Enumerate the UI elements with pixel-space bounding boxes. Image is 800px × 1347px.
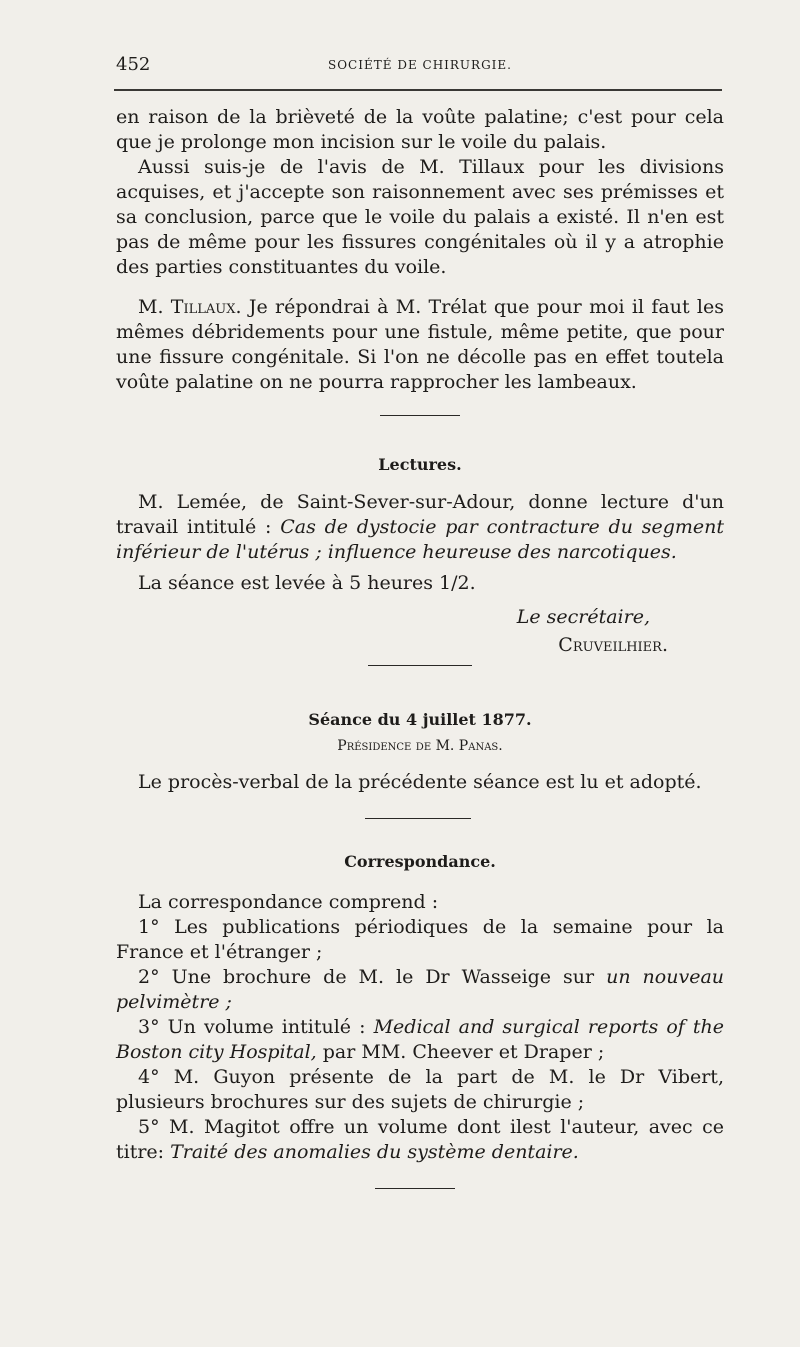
speaker-text: Je répondrai à M. Trélat que pour moi il faut les mêmes débridements pour une fistule, même petite, que pour une fissure congénitale. Si l'on ne décolle pas en effet toutela voûte palatine on ne pourra rapprocher les lambeaux.: [116, 296, 724, 393]
section-divider: [375, 1188, 455, 1189]
section-divider: [368, 665, 472, 666]
correspondance-list: [116, 890, 724, 1165]
list-intro: La correspondance comprend :: [138, 891, 439, 913]
paragraph-proces-verbal: Le procès-verbal de la précédente séance est lu et adopté.: [138, 771, 702, 793]
seance-levee: La séance est levée à 5 heures 1/2.: [138, 572, 476, 594]
lecture-title: Cas de dystocie par contracture du segment inférieur de l'utérus ; influence heureuse des narcotiques.: [116, 516, 724, 563]
paragraph-line: Aussi suis-je de l'avis de M. Tillaux pour les divisions acquises, et j'accepte son raisonnement avec ses prémisses et sa conclusion, parce que le voile du palais a existé. Il n'en est pas de même pour les fissures congénitales où il y a atrophie des parties constituantes du voile.: [116, 156, 724, 278]
list-item: 1° Les publications périodiques de la semaine pour la France et l'étranger ;: [116, 916, 724, 963]
list-item: 3° Un volume intitulé : Medical and surgical reports of the Boston city Hospital, par MM. Cheever et Draper ;: [116, 1016, 724, 1063]
paragraph-trelat-continued: [116, 105, 724, 280]
signature-name: Cruveilhier.: [558, 634, 668, 656]
running-title: SOCIÉTÉ DE CHIRURGIE.: [328, 58, 512, 72]
list-item: 4° M. Guyon présente de la part de M. le Dr Vibert, plusieurs brochures sur des sujets de chirurgie ;: [116, 1066, 724, 1113]
paragraph-lectures: [116, 490, 724, 596]
heading-lectures: Lectures.: [378, 455, 462, 474]
page-header: [116, 54, 724, 78]
section-divider: [380, 415, 460, 416]
heading-seance: Séance du 4 juillet 1877.: [308, 710, 532, 729]
section-divider: [365, 818, 471, 819]
paragraph-line: en raison de la brièveté de la voûte palatine; c'est pour cela que je prolonge mon incision sur le voile du palais.: [116, 106, 724, 153]
signature-role: Le secrétaire,: [516, 606, 650, 628]
presidence: Présidence de M. Panas.: [337, 738, 503, 754]
list-item: 2° Une brochure de M. le Dr Wasseige sur un nouveau pelvimètre ;: [116, 966, 725, 1013]
heading-correspondance: Correspondance.: [344, 852, 496, 871]
header-rule: [114, 89, 722, 91]
paragraph-tillaux: [116, 295, 724, 395]
speaker-name: M. Tillaux.: [138, 296, 242, 318]
list-item: 5° M. Magitot offre un volume dont ilest l'auteur, avec ce titre: Traité des anomalies du système dentaire.: [116, 1116, 724, 1163]
page-number: 452: [116, 54, 151, 75]
lecture-intro: M. Lemée, de Saint-Sever-sur-Adour, donne lecture d'un travail intitulé :: [116, 491, 724, 538]
